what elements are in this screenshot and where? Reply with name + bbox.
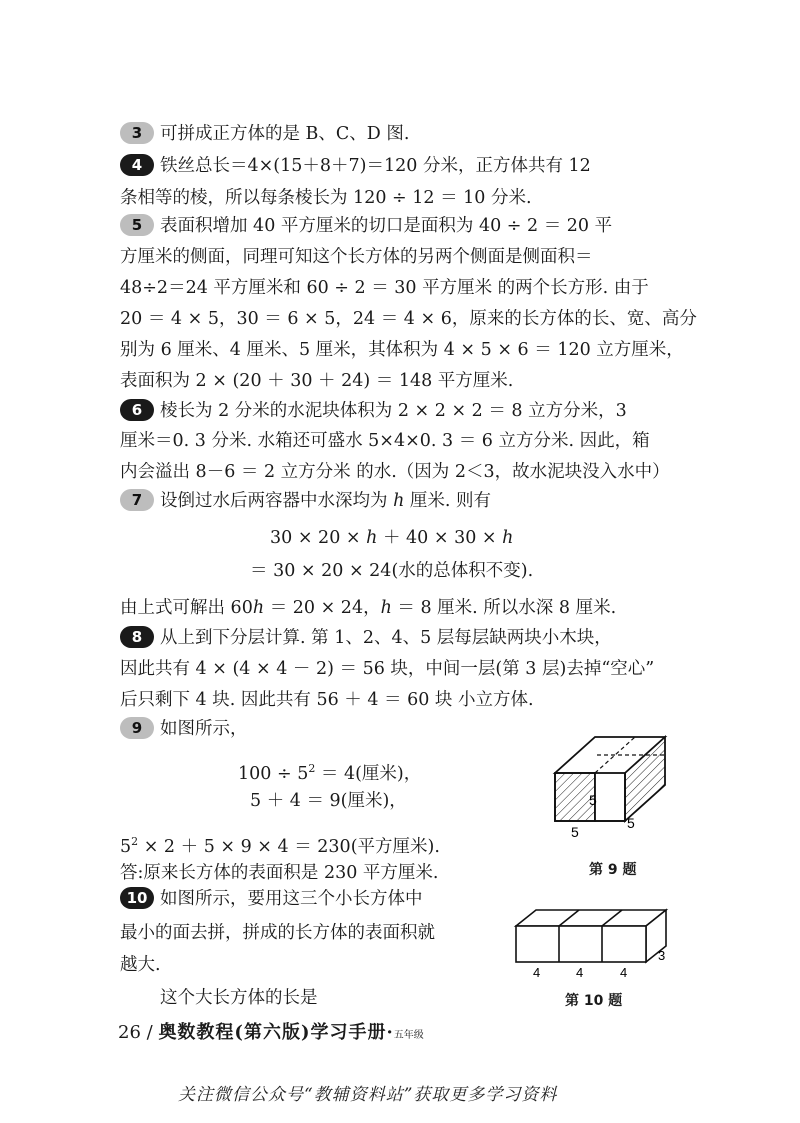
dimension-label: 4 [620, 965, 628, 980]
text-line: 从上到下分层计算. 第 1、2、4、5 层每层缺两块小木块， [160, 628, 612, 648]
text-line: 铁丝总长＝4×(15＋8＋7)＝120 分米，正方体共有 12 [160, 156, 591, 176]
problem-badge: 8 [120, 626, 154, 648]
problem-badge: 4 [120, 154, 154, 176]
problem-badge: 10 [120, 887, 154, 909]
equation-1: $100 \div 5^2 = 4$(厘米)， [238, 762, 422, 784]
text-line: 最小的面去拼，拼成的长方体的表面积就 [120, 923, 435, 943]
equation-3: $5^2 \times 2 + 5 \times 9 \times 4 = 230$(平方厘米). [120, 835, 440, 857]
variable-h: h [393, 491, 405, 511]
text-line: 48÷2＝24 平方厘米和 60 ÷ 2 ＝ 30 平方厘米 的两个长方形. 由于 [120, 278, 649, 298]
solution-6 [120, 395, 627, 427]
equation-2: ＝ 30 × 20 × 24(水的总体积不变). [250, 561, 534, 581]
problem-badge: 3 [120, 122, 154, 144]
text-line: 厘米＝0. 3 分米. 水箱还可盛水 5×4×0. 3 ＝ 6 立方分米. 因此，箱 [120, 431, 650, 451]
figure-9-prism [545, 725, 675, 840]
text-line: 20 ＝ 4 × 5，30 ＝ 6 × 5，24 ＝ 4 × 6，原来的长方体的长、宽、高分 [120, 309, 697, 329]
solution-3 [120, 118, 409, 150]
figure-caption: 第 10 题 [565, 993, 623, 1009]
dimension-label: 4 [576, 965, 584, 980]
problem-badge: 9 [120, 717, 154, 739]
text-line: 条相等的棱，所以每条棱长为 120 ÷ 12 ＝ 10 分米. [120, 188, 532, 208]
dimension-label: 5 [627, 815, 635, 831]
figure-caption: 第 9 题 [589, 862, 637, 878]
solution-8 [120, 622, 612, 654]
text-segment: 设倒过水后两容器中水深均为 [160, 491, 394, 511]
solution-9 [120, 713, 248, 745]
text-line: 如图所示，要用这三个小长方体中 [160, 889, 423, 909]
dimension-label: 5 [589, 792, 597, 808]
text-line: 后只剩下 4 块. 因此共有 56 ＋ 4 ＝ 60 块 小立方体. [120, 690, 534, 710]
dimension-label: 4 [533, 965, 541, 980]
problem-badge: 7 [120, 489, 154, 511]
page-number: 26 / [118, 1022, 153, 1043]
text-line: 如图所示， [160, 719, 248, 739]
dimension-label: 5 [571, 824, 579, 840]
page-footer [118, 1018, 424, 1044]
text-segment: 厘米. 则有 [404, 491, 492, 511]
result-line: 由上式可解出 60h ＝ 20 × 24，h ＝ 8 厘米. 所以水深 8 厘米. [120, 598, 617, 618]
figure-10-blocks [510, 900, 675, 980]
text-line: 可拼成正方体的是 B、C、D 图. [160, 124, 410, 144]
solution-10 [120, 883, 423, 915]
text-line: 方厘米的侧面，同理可知这个长方体的另两个侧面是侧面积＝ [120, 247, 593, 267]
equation-1: 30 × 20 × h ＋ 40 × 30 × h [270, 528, 514, 548]
problem-badge: 6 [120, 399, 154, 421]
text-line: 越大. [120, 955, 161, 975]
text-line: 这个大长方体的长是 [160, 988, 318, 1008]
solution-7 [120, 485, 491, 517]
dimension-label: 3 [658, 948, 666, 963]
grade-label: 五年级 [393, 1030, 424, 1041]
text-line: 因此共有 4 × (4 × 4 － 2) ＝ 56 块，中间一层(第 3 层)去掉“空心” [120, 659, 655, 679]
solution-4 [120, 150, 591, 182]
text-line: 表面积增加 40 平方厘米的切口是面积为 40 ÷ 2 ＝ 20 平 [160, 216, 613, 236]
equation-2: 5 ＋ 4 ＝ 9(厘米)， [250, 791, 407, 811]
text-line: 棱长为 2 分米的水泥块体积为 2 × 2 × 2 ＝ 8 立方分米，3 [160, 401, 627, 421]
solution-5 [120, 210, 612, 242]
answer-line: 答:原来长方体的表面积是 230 平方厘米. [120, 863, 439, 883]
watermark-text: 关注微信公众号“教辅资料站”获取更多学习资料 [178, 1085, 558, 1105]
book-title: 奥数教程(第六版)学习手册· [158, 1022, 394, 1043]
text-line: 表面积为 2 × (20 ＋ 30 ＋ 24) ＝ 148 平方厘米. [120, 371, 514, 391]
text-line: 内会溢出 8－6 ＝ 2 立方分米 的水.（因为 2＜3，故水泥块没入水中） [120, 462, 670, 482]
problem-badge: 5 [120, 214, 154, 236]
text-line: 别为 6 厘米、4 厘米、5 厘米，其体积为 4 × 5 × 6 ＝ 120 立方厘米， [120, 340, 684, 360]
